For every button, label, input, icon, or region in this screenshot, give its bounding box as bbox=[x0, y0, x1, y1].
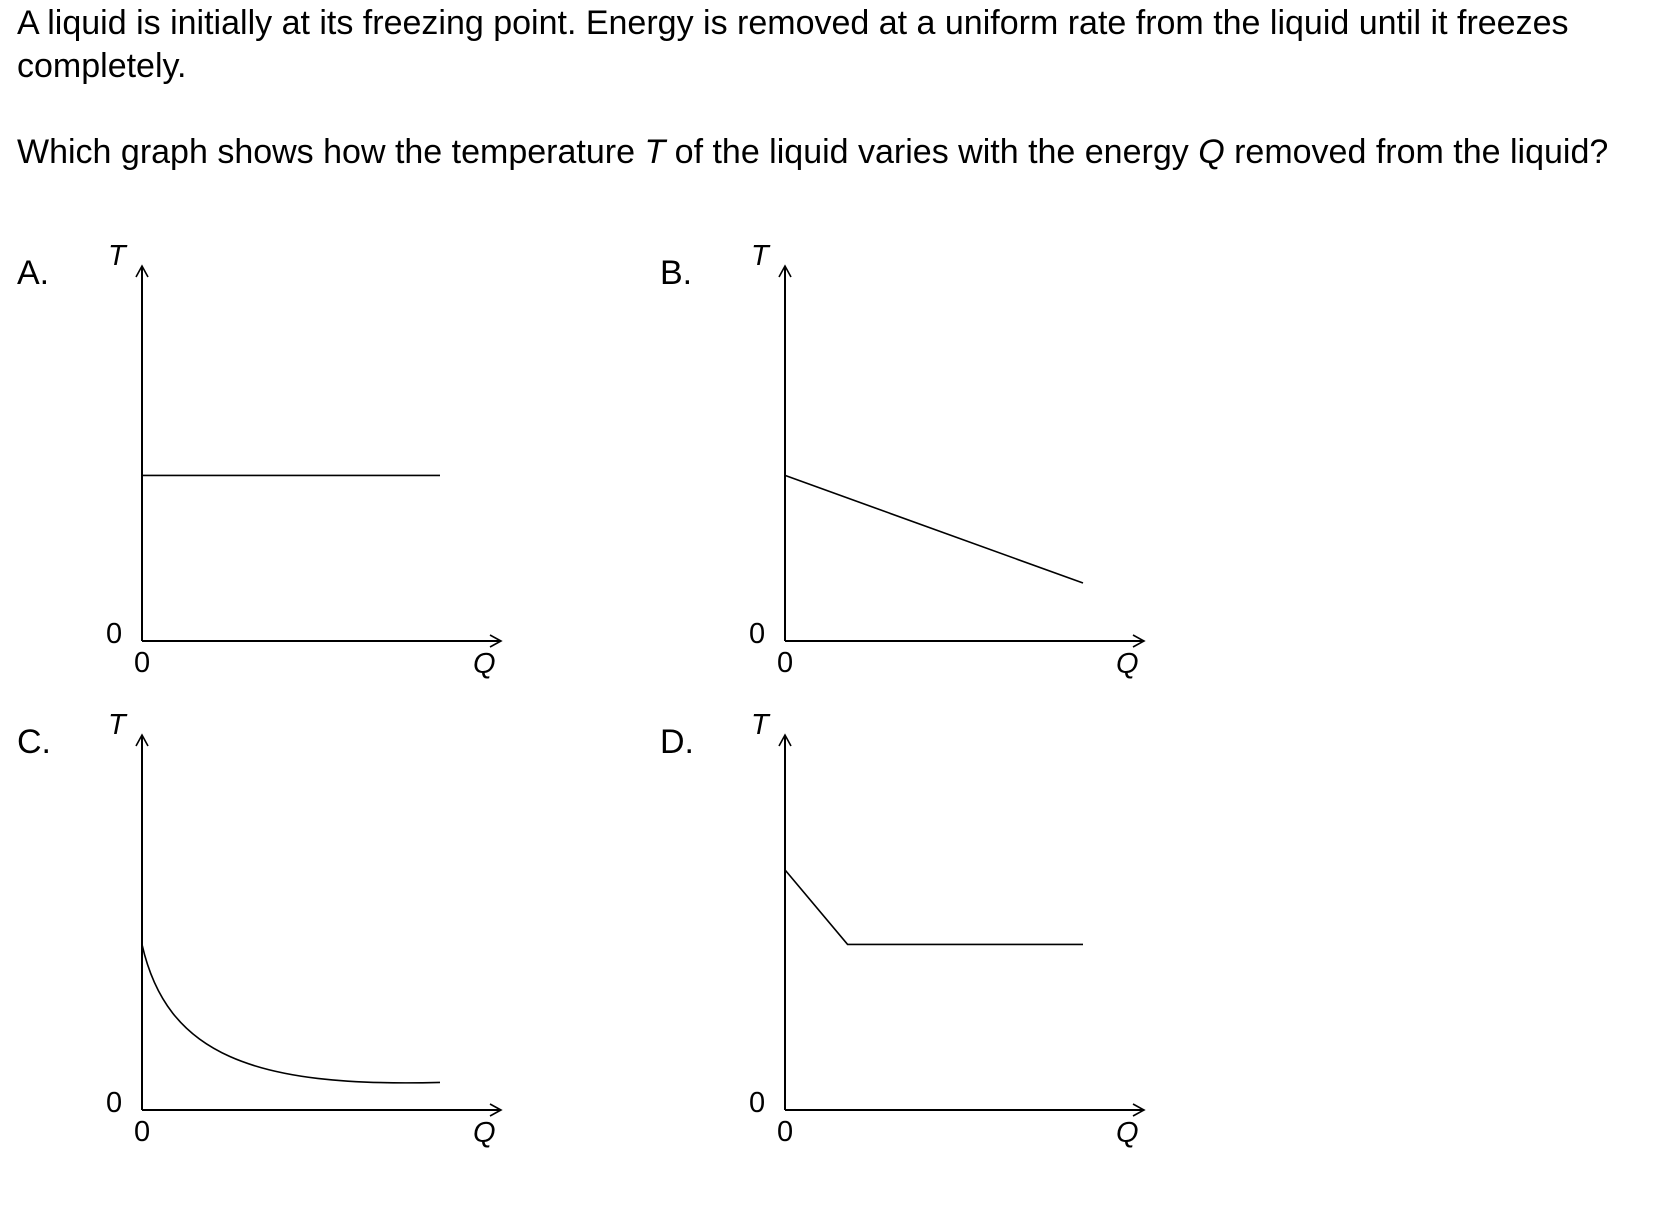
y-origin-label: 0 bbox=[106, 1087, 123, 1119]
y-axis-label: T bbox=[108, 240, 126, 272]
x-origin-label: 0 bbox=[777, 1116, 794, 1148]
y-origin-label: 0 bbox=[749, 618, 766, 650]
question-stem-1: A liquid is initially at its freezing point. Energy is removed at a uniform rate from the liquid until it freezes completely. bbox=[17, 4, 1569, 85]
option-b-letter: B. bbox=[660, 254, 693, 292]
y-axis-label: T bbox=[751, 240, 769, 272]
y-axis-label: T bbox=[751, 709, 769, 741]
x-axis-label: Q bbox=[1116, 648, 1139, 680]
option-d-graph bbox=[660, 709, 1260, 1162]
option-a-letter: A. bbox=[17, 254, 50, 292]
option-b-graph bbox=[660, 240, 1260, 693]
x-origin-label: 0 bbox=[134, 1116, 151, 1148]
temperature-curve bbox=[142, 944, 440, 1082]
variable-T: T bbox=[644, 133, 666, 171]
y-axis-label: T bbox=[108, 709, 126, 741]
x-origin-label: 0 bbox=[134, 647, 151, 679]
x-origin-label: 0 bbox=[777, 647, 794, 679]
y-origin-label: 0 bbox=[749, 1087, 766, 1119]
question-stem-2 bbox=[17, 131, 1637, 174]
option-d[interactable] bbox=[660, 709, 1260, 1162]
option-a[interactable] bbox=[17, 240, 617, 693]
option-b[interactable] bbox=[660, 240, 1260, 693]
question-text bbox=[17, 2, 1637, 174]
variable-Q: Q bbox=[1198, 133, 1225, 171]
y-origin-label: 0 bbox=[106, 618, 123, 650]
option-c-graph bbox=[17, 709, 617, 1162]
option-a-graph bbox=[17, 240, 617, 693]
x-axis-label: Q bbox=[473, 648, 496, 680]
option-c-letter: C. bbox=[17, 723, 51, 761]
option-d-letter: D. bbox=[660, 723, 694, 761]
x-axis-label: Q bbox=[473, 1117, 496, 1149]
stem-2-part-3: removed from the liquid? bbox=[1224, 133, 1609, 171]
stem-2-part-2: of the liquid varies with the energy bbox=[665, 133, 1199, 171]
option-c[interactable] bbox=[17, 709, 617, 1162]
x-axis-label: Q bbox=[1116, 1117, 1139, 1149]
temperature-curve bbox=[785, 475, 1083, 583]
temperature-curve bbox=[785, 870, 1083, 945]
stem-2-part-1: Which graph shows how the temperature bbox=[17, 133, 645, 171]
